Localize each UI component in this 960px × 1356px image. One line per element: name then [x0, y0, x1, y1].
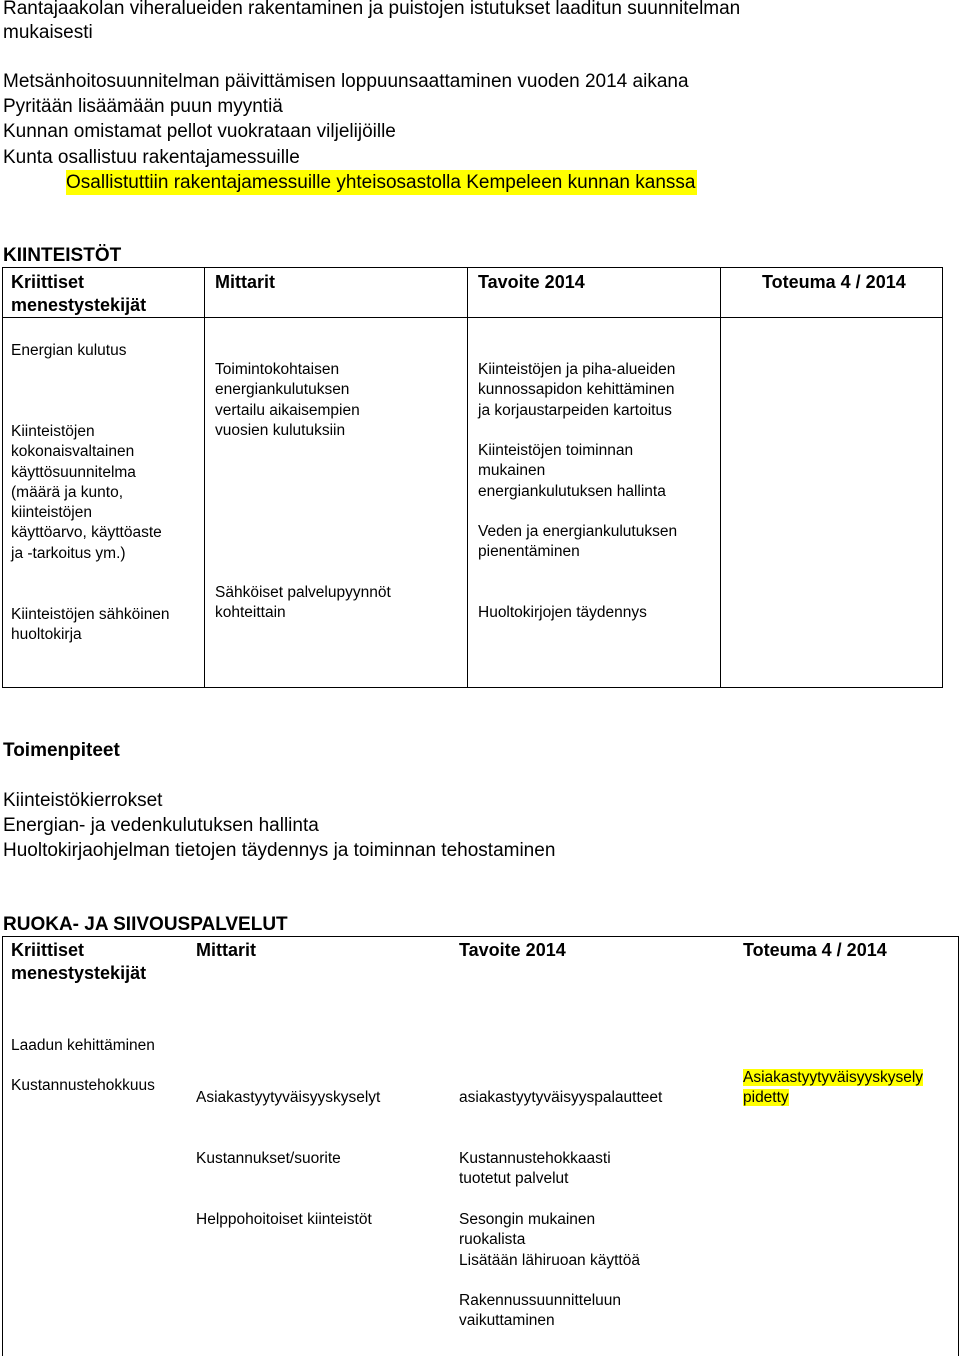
- kiinteistot-header-col1a: Kriittiset: [11, 272, 85, 292]
- ruoka-cell: Asiakastyytyväisyyskyselyt: [196, 1089, 381, 1106]
- ruoka-cell-block: Sesongin mukainen ruokalista Lisätään lähiruoan käyttöä: [459, 1211, 640, 1269]
- kiinteistot-cell-block: Toimintokohtaisen energiankulutuksen vertailu aikaisempien vuosien kulutuksiin: [215, 361, 360, 439]
- kiinteistot-cell-block: Kiinteistöjen ja piha-alueiden kunnossapidon kehittäminen ja korjaustarpeiden kartoitus: [478, 361, 676, 419]
- toimenpiteet-item: Energian- ja vedenkulutuksen hallinta: [3, 815, 319, 836]
- intro-line: Kunta osallistuu rakentajamessuille: [3, 147, 300, 168]
- intro-line-1b: mukaisesti: [3, 22, 93, 43]
- ruoka-cell-highlight: Asiakastyytyväisyyskysely pidetty: [743, 1069, 924, 1107]
- kiinteistot-cell-block: Veden ja energiankulutuksen pienentäminen: [478, 523, 678, 561]
- intro-line: Pyritään lisäämään puun myyntiä: [3, 96, 283, 117]
- ruoka-cell: Kustannukset/suorite: [196, 1150, 341, 1167]
- ruoka-cell-block: Rakennussuunnitteluun vaikuttaminen: [459, 1292, 622, 1330]
- kiinteistot-header-toteuma: Toteuma 4 / 2014: [762, 272, 906, 292]
- intro-line: Metsänhoitosuunnitelman päivittämisen loppuunsaattaminen vuoden 2014 aikana: [3, 71, 689, 92]
- toimenpiteet-item: Huoltokirjaohjelman tietojen täydennys ja toiminnan tehostaminen: [3, 840, 556, 861]
- ruoka-cell: asiakastyytyväisyyspalautteet: [459, 1089, 663, 1106]
- kiinteistot-cell-block: Sähköiset palvelupyynnöt kohteittain: [215, 584, 391, 622]
- ruoka-header-col1b: menestystekijät: [11, 963, 147, 983]
- kiinteistot-cell: Energian kulutus: [11, 342, 127, 359]
- intro-line-1a: Rantajaakolan viheralueiden rakentaminen ja puistojen istutukset laaditun suunnitelman: [3, 0, 741, 19]
- ruoka-header-col1a: Kriittiset: [11, 940, 85, 960]
- kiinteistot-cell-block: Kiinteistöjen kokonaisvaltainen käyttösuunnitelma (määrä ja kunto, kiinteistöjen käyttöarvo, käyttöaste ja -tarkoitus ym.): [11, 423, 162, 562]
- ruoka-cell: Helppohoitoiset kiinteistöt: [196, 1211, 372, 1228]
- ruoka-cell-block: Kustannustehokkaasti tuotetut palvelut: [459, 1150, 611, 1188]
- ruoka-cell: Kustannustehokkuus: [11, 1077, 155, 1094]
- kiinteistot-cell-block: Kiinteistöjen sähköinen huoltokirja: [11, 606, 170, 644]
- kiinteistot-header-col1b: menestystekijät: [11, 295, 147, 315]
- kiinteistot-cell: Huoltokirjojen täydennys: [478, 604, 647, 621]
- intro-line: Kunnan omistamat pellot vuokrataan viljelijöille: [3, 121, 396, 142]
- kiinteistot-cell-block: Kiinteistöjen toiminnan mukainen energiankulutuksen hallinta: [478, 442, 666, 500]
- kiinteistot-header-tavoite: Tavoite 2014: [478, 272, 585, 292]
- ruoka-header-tavoite: Tavoite 2014: [459, 940, 566, 960]
- ruoka-title: RUOKA- JA SIIVOUSPALVELUT: [3, 914, 288, 935]
- kiinteistot-header-mittarit: Mittarit: [215, 272, 275, 292]
- ruoka-cell: Laadun kehittäminen: [11, 1037, 155, 1054]
- ruoka-header-toteuma: Toteuma 4 / 2014: [743, 940, 887, 960]
- toimenpiteet-title: Toimenpiteet: [3, 740, 120, 761]
- intro-highlight: Osallistuttiin rakentajamessuille yhteisosastolla Kempeleen kunnan kanssa: [66, 172, 696, 193]
- ruoka-header-mittarit: Mittarit: [196, 940, 256, 960]
- toimenpiteet-item: Kiinteistökierrokset: [3, 790, 163, 811]
- kiinteistot-title: KIINTEISTÖT: [3, 245, 122, 266]
